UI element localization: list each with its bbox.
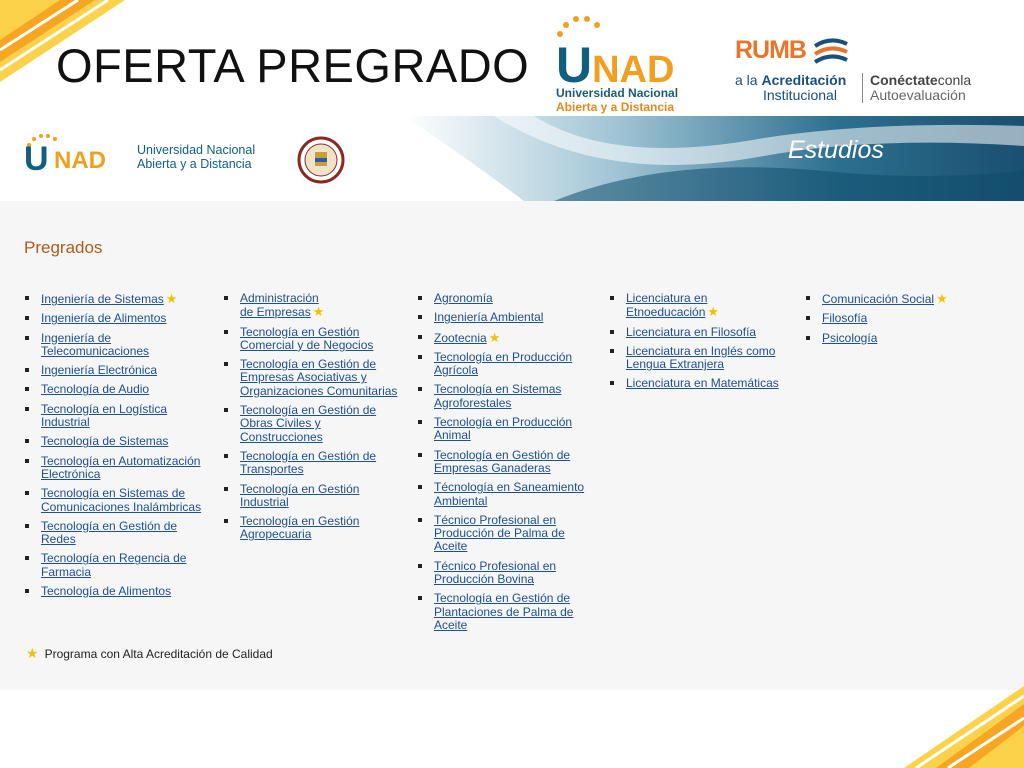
bullet-icon — [418, 518, 422, 522]
header-banner-art — [404, 116, 1024, 201]
program-item — [25, 312, 225, 325]
page-header — [0, 116, 1024, 201]
program-link[interactable]: Licenciatura en Matemáticas — [626, 376, 779, 391]
bullet-icon — [25, 524, 29, 528]
program-item — [224, 483, 424, 510]
program-item — [25, 364, 225, 377]
unad-logo — [552, 14, 682, 114]
program-item — [418, 514, 603, 554]
legend-text: Programa con Alta Acreditación de Calidad — [44, 647, 273, 661]
star-icon: ★ — [936, 291, 948, 306]
corner-swoosh-decoration-bottom — [874, 686, 1024, 768]
bullet-icon — [806, 316, 810, 320]
program-item — [806, 292, 1006, 306]
logo-letters-nad: NAD — [592, 49, 675, 91]
program-item — [610, 326, 810, 339]
program-link[interactable]: Tecnología en Gestión Agropecuaria — [240, 514, 360, 542]
bullet-icon — [418, 564, 422, 568]
program-item — [418, 449, 603, 476]
bullet-icon — [224, 519, 228, 523]
star-icon: ★ — [26, 645, 39, 661]
program-link[interactable]: Tecnología de Alimentos — [41, 584, 172, 599]
program-link[interactable]: Zootecnia — [434, 330, 487, 345]
program-item — [224, 326, 424, 353]
colombia-seal-icon — [293, 136, 349, 184]
program-item — [610, 377, 810, 390]
program-link[interactable]: Tecnología en Sistemas de Comunicaciones Inalámbricas — [41, 486, 202, 514]
header-unad-logo — [24, 134, 134, 184]
bullet-icon — [610, 381, 614, 385]
legend — [26, 645, 273, 662]
bullet-icon — [25, 439, 29, 443]
bullet-icon — [25, 316, 29, 320]
rumbo-swirl-icon — [811, 36, 851, 66]
rumbo-divider — [862, 73, 863, 103]
bullet-icon — [224, 330, 228, 334]
slide-title: OFERTA PREGRADO — [56, 39, 530, 92]
program-link[interactable]: Ingeniería Electrónica — [41, 363, 158, 378]
bullet-icon — [610, 330, 614, 334]
program-item — [224, 404, 424, 444]
program-item — [25, 487, 225, 514]
bullet-icon — [224, 408, 228, 412]
program-item — [610, 292, 810, 320]
bullet-icon — [224, 296, 228, 300]
logo-letter-u: U — [556, 37, 593, 93]
program-item — [25, 455, 225, 482]
program-link[interactable]: Tecnología en Automatización Electrónica — [41, 453, 201, 481]
program-link[interactable]: Psicología — [822, 330, 878, 345]
bullet-icon — [418, 420, 422, 424]
bullet-icon — [25, 336, 29, 340]
program-link[interactable]: Técnico Profesional en Producción de Palma de Aceite — [434, 512, 565, 554]
program-item — [25, 552, 225, 579]
program-link[interactable]: Comunicación Social — [822, 292, 935, 306]
bullet-icon — [25, 589, 29, 593]
program-link[interactable]: Tecnología en Gestión Industrial — [240, 481, 360, 509]
bullet-icon — [418, 596, 422, 600]
program-link[interactable]: Tecnología de Audio — [41, 382, 150, 397]
rumbo-acreditacion-logo — [735, 36, 995, 108]
bullet-icon — [224, 454, 228, 458]
bullet-icon — [610, 349, 614, 353]
bullet-icon — [418, 453, 422, 457]
star-icon: ★ — [165, 291, 178, 306]
program-item — [25, 403, 225, 430]
program-item — [25, 292, 225, 306]
program-link[interactable]: Licenciatura en Filosofía — [626, 324, 757, 339]
program-column-1 — [25, 292, 225, 604]
program-link[interactable]: Tecnología en Gestión de Empresas Asociativas y Organizaciones Comunitarias — [240, 357, 398, 398]
banner-title: Estudios — [788, 136, 884, 164]
logo-caption-line1: Universidad Nacional — [556, 86, 679, 100]
program-link[interactable]: Tecnología en Gestión de Plantaciones de Palma de Aceite — [434, 591, 574, 632]
program-item — [418, 331, 603, 345]
program-item — [418, 560, 603, 587]
section-title-pregrados: Pregrados — [24, 238, 103, 257]
program-item — [224, 358, 424, 398]
program-item — [25, 332, 225, 359]
header-logo-nad: NAD — [54, 147, 106, 174]
header-logo-u: U — [24, 140, 49, 178]
bullet-icon — [806, 296, 810, 300]
program-link[interactable]: Tecnología en Gestión de Transportes — [240, 448, 377, 477]
rumbo-line4: Autoevaluación — [870, 87, 966, 103]
program-link[interactable]: Tecnología en Gestión Comercial y de Negocios — [240, 324, 374, 352]
bullet-icon — [25, 556, 29, 560]
program-item — [418, 292, 603, 305]
program-link[interactable]: Administración de Empresas — [240, 291, 319, 320]
program-link[interactable]: Filosofía — [822, 311, 868, 326]
star-icon: ★ — [312, 304, 325, 320]
star-icon: ★ — [707, 304, 720, 320]
program-link[interactable]: Tecnología en Producción Animal — [434, 415, 573, 443]
program-item — [610, 345, 810, 372]
program-link[interactable]: Tecnología en Regencia de Farmacia — [41, 551, 187, 579]
program-link[interactable]: Tecnología en Sistemas Agroforestales — [434, 382, 562, 410]
program-item — [418, 311, 603, 324]
program-link[interactable]: Tecnología de Sistemas — [41, 434, 169, 449]
studies-page-screenshot — [0, 116, 1024, 690]
bullet-icon — [418, 355, 422, 359]
bullet-icon — [610, 296, 614, 300]
program-column-2 — [224, 292, 424, 548]
program-column-3 — [418, 292, 603, 638]
program-item — [806, 332, 1006, 345]
program-link[interactable]: Técnología en Saneamiento Ambiental — [434, 480, 585, 508]
rumbo-line2: Institucional — [763, 87, 837, 103]
program-column-5 — [806, 292, 1006, 351]
program-item — [25, 383, 225, 396]
program-link[interactable]: Tecnología en Producción Agrícola — [434, 349, 573, 378]
bullet-icon — [224, 487, 228, 491]
program-link[interactable]: Agronomía — [434, 291, 493, 305]
program-link[interactable]: Tecnología en Logística Industrial — [41, 401, 168, 430]
bullet-icon — [25, 491, 29, 495]
program-item — [418, 351, 603, 378]
rumbo-line3: Conéctateconla — [870, 72, 972, 88]
program-link[interactable]: Técnico Profesional en Producción Bovina — [434, 558, 557, 587]
bullet-icon — [418, 485, 422, 489]
bullet-icon — [418, 296, 422, 300]
rumbo-word: RUMB — [735, 36, 806, 64]
program-link[interactable]: Licenciatura en Etnoeducación — [626, 291, 708, 320]
bullet-icon — [25, 368, 29, 372]
program-link[interactable]: Ingeniería de Telecomunicaciones — [41, 330, 150, 358]
program-link[interactable]: Ingeniería de Sistemas — [41, 292, 164, 306]
program-item — [25, 435, 225, 448]
program-item — [25, 520, 225, 547]
program-link[interactable]: Tecnología en Gestión de Empresas Ganaderas — [434, 447, 571, 475]
bullet-icon — [25, 407, 29, 411]
program-item — [418, 481, 603, 508]
university-name: Universidad Nacional Abierta y a Distancia — [137, 143, 256, 171]
program-item — [418, 416, 603, 443]
program-item — [224, 515, 424, 542]
bullet-icon — [25, 459, 29, 463]
bullet-icon — [224, 362, 228, 366]
program-item — [806, 312, 1006, 325]
program-item — [418, 383, 603, 410]
program-link[interactable]: Ingeniería Ambiental — [434, 310, 544, 325]
program-link[interactable]: Tecnología en Gestión de Redes — [41, 518, 178, 547]
bullet-icon — [418, 315, 422, 319]
logo-caption-line2: Abierta y a Distancia — [556, 100, 675, 114]
star-icon: ★ — [488, 329, 501, 345]
program-item — [25, 585, 225, 598]
program-item — [418, 592, 603, 632]
program-column-4 — [610, 292, 810, 397]
bullet-icon — [418, 335, 422, 339]
program-item — [224, 450, 424, 477]
bullet-icon — [418, 387, 422, 391]
bullet-icon — [25, 387, 29, 391]
rumbo-line1: a la Acreditación — [735, 72, 847, 88]
program-item — [224, 292, 424, 320]
program-link[interactable]: Ingeniería de Alimentos — [41, 311, 167, 326]
program-link[interactable]: Tecnología en Gestión de Obras Civiles y Construcciones — [240, 403, 377, 444]
bullet-icon — [806, 336, 810, 340]
program-link[interactable]: Licenciatura en Inglés como Lengua Extranjera — [626, 343, 776, 372]
bullet-icon — [25, 296, 29, 300]
